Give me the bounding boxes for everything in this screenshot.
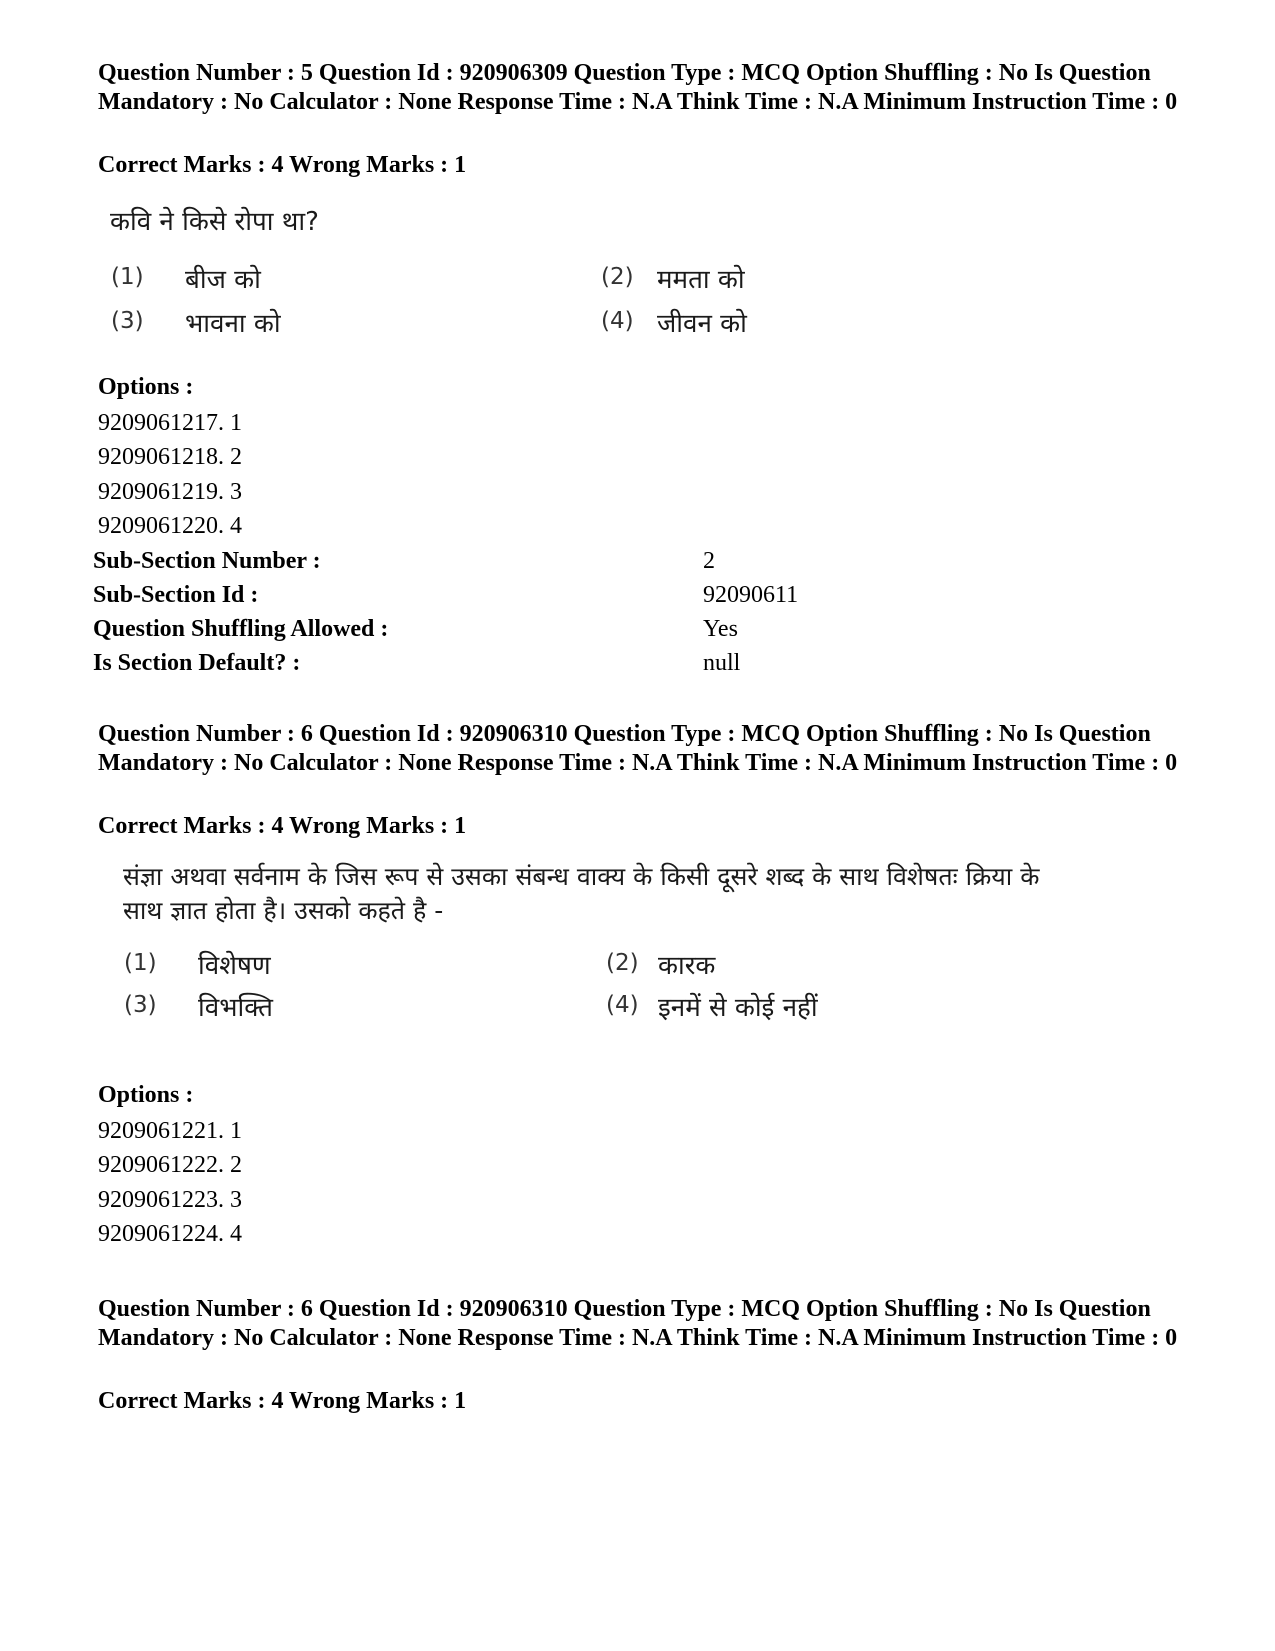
question-6-options-list — [98, 1114, 242, 1251]
option-item: 9209061218. 2 — [98, 444, 242, 471]
subsection-value: 2 — [703, 548, 715, 574]
subsection-info — [93, 544, 993, 680]
question-6-meta: Question Number : 6 Question Id : 920906310 Question Type : MCQ Option Shuffling : No Is Question Mandatory : No Calculator : None Response Time : N.A Think Time : N.A Minimum Instruction Time : 0 — [98, 721, 1178, 776]
choice-number: (2) — [606, 950, 639, 976]
option-item: 9209061222. 2 — [98, 1152, 242, 1179]
option-item: 9209061217. 1 — [98, 410, 242, 436]
question-6-stem-line-2: साथ ज्ञात होता है। उसको कहते है - — [123, 896, 444, 925]
choice-text: बीज को — [185, 265, 261, 295]
option-item: 9209061224. 4 — [98, 1220, 242, 1247]
question-5-options-label: Options : — [98, 374, 194, 400]
subsection-row — [93, 612, 993, 646]
question-6-image — [118, 860, 1118, 1023]
choice-text: कारक — [658, 951, 716, 981]
choice-text: इनमें से कोई नहीं — [658, 993, 818, 1023]
choice-number: (2) — [601, 264, 634, 290]
choice-number: (3) — [111, 308, 144, 334]
question-5-meta: Question Number : 5 Question Id : 920906309 Question Type : MCQ Option Shuffling : No Is Question Mandatory : No Calculator : None Response Time : N.A Think Time : N.A Minimum Instruction Time : 0 — [98, 60, 1178, 115]
question-5-stem: कवि ने किसे रोपा था? — [110, 207, 319, 237]
subsection-value: 92090611 — [703, 582, 799, 608]
choice-number: (3) — [124, 992, 157, 1018]
question-5-image — [105, 205, 1005, 345]
question-5-marks: Correct Marks : 4 Wrong Marks : 1 — [98, 152, 467, 178]
choice-number: (4) — [606, 992, 639, 1018]
subsection-value: Yes — [703, 616, 738, 642]
question-6-options-label: Options : — [98, 1082, 194, 1108]
question-6-repeat-marks: Correct Marks : 4 Wrong Marks : 1 — [98, 1388, 467, 1414]
question-6-stem-line-1: संज्ञा अथवा सर्वनाम के जिस रूप से उसका संबन्ध वाक्य के किसी दूसरे शब्द के साथ विशेषतः क्रिया के — [123, 862, 1040, 891]
option-item: 9209061219. 3 — [98, 478, 242, 505]
choice-text: ममता को — [657, 265, 745, 295]
question-6-repeat-meta: Question Number : 6 Question Id : 920906310 Question Type : MCQ Option Shuffling : No Is Question Mandatory : No Calculator : None Response Time : N.A Think Time : N.A Minimum Instruction Time : 0 — [98, 1296, 1178, 1351]
option-item: 9209061221. 1 — [98, 1118, 242, 1144]
choice-number: (1) — [111, 264, 144, 290]
subsection-key: Sub-Section Number : — [93, 548, 321, 574]
choice-text: जीवन को — [657, 309, 747, 339]
option-item: 9209061223. 3 — [98, 1186, 242, 1213]
subsection-key: Is Section Default? : — [93, 650, 301, 676]
subsection-row — [93, 578, 993, 612]
subsection-key: Sub-Section Id : — [93, 582, 259, 608]
choice-number: (1) — [124, 950, 157, 976]
subsection-row — [93, 544, 993, 578]
option-item: 9209061220. 4 — [98, 512, 242, 539]
subsection-key: Question Shuffling Allowed : — [93, 616, 389, 642]
choice-number: (4) — [601, 308, 634, 334]
choice-text: विभक्ति — [198, 993, 273, 1023]
choice-text: विशेषण — [198, 951, 271, 981]
question-5-options-list — [98, 406, 242, 543]
subsection-row — [93, 646, 993, 680]
choice-text: भावना को — [185, 309, 281, 339]
subsection-value: null — [703, 650, 741, 676]
question-6-marks: Correct Marks : 4 Wrong Marks : 1 — [98, 813, 467, 839]
